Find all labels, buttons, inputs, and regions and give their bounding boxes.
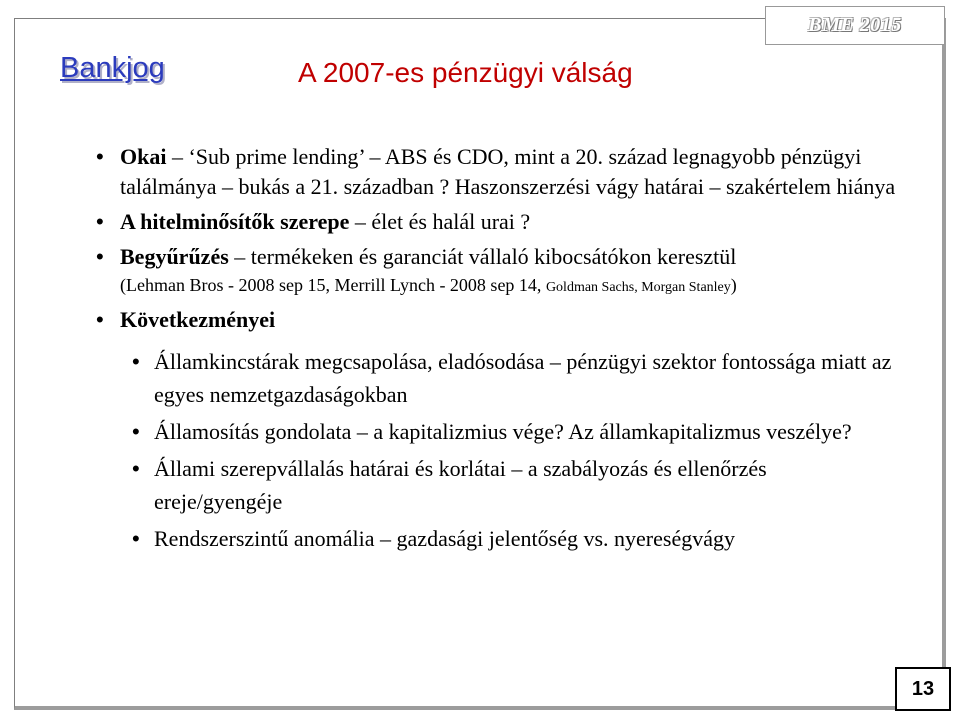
bullet-text: – ‘Sub prime lending’ – ABS és CDO, mint a 20. század legnagyobb pénzügyi találmánya – bukás a 21. században ? Haszonszerzési vágy határai – szakértelem hiánya <box>120 144 896 199</box>
note-small-text: Goldman Sachs, Morgan Stanley <box>545 280 731 295</box>
bullet-consequences <box>96 305 896 335</box>
bullet-contagion <box>96 242 896 301</box>
bullet-lead: Következményei <box>120 307 276 332</box>
page-number: 13 <box>895 667 951 711</box>
corner-label-box <box>765 6 945 45</box>
brand-title: Bankjog <box>60 52 165 84</box>
corner-label: BME 2015 <box>808 14 902 36</box>
sub-bullet: • Államosítás gondolata – a kapitalizmius vége? Az államkapitalizmus veszélye? <box>132 415 896 448</box>
slide-content <box>96 142 896 559</box>
note-close: ) <box>730 275 737 295</box>
sub-bullet: • Állami szerepvállalás határai és korlátai – a szabályozás és ellenőrzés ereje/gyengéje <box>132 452 896 518</box>
note-text: (Lehman Bros - 2008 sep 15, Merrill Lynch - 2008 sep 14, <box>120 275 546 295</box>
bullet-causes <box>96 142 896 202</box>
sub-bullet: • Rendszerszintű anomália – gazdasági jelentőség vs. nyereségvágy <box>132 522 896 555</box>
slide-title: A 2007-es pénzügyi válság <box>298 57 633 88</box>
bullet-text: – termékeken és garanciát vállaló kibocsátókon keresztül <box>228 244 737 269</box>
bullet-text: – élet és halál urai ? <box>349 209 531 234</box>
sub-bullet: • Államkincstárak megcsapolása, eladósodása – pénzügyi szektor fontossága miatt az egyes nemzetgazdaságokban <box>132 345 896 411</box>
bullet-lead: A hitelminősítők szerepe <box>120 209 350 234</box>
bullet-lead: Begyűrűzés <box>120 244 229 269</box>
bullet-note <box>120 272 896 301</box>
bullet-lead: Okai <box>120 144 167 169</box>
bullet-rating-agencies <box>96 207 896 237</box>
